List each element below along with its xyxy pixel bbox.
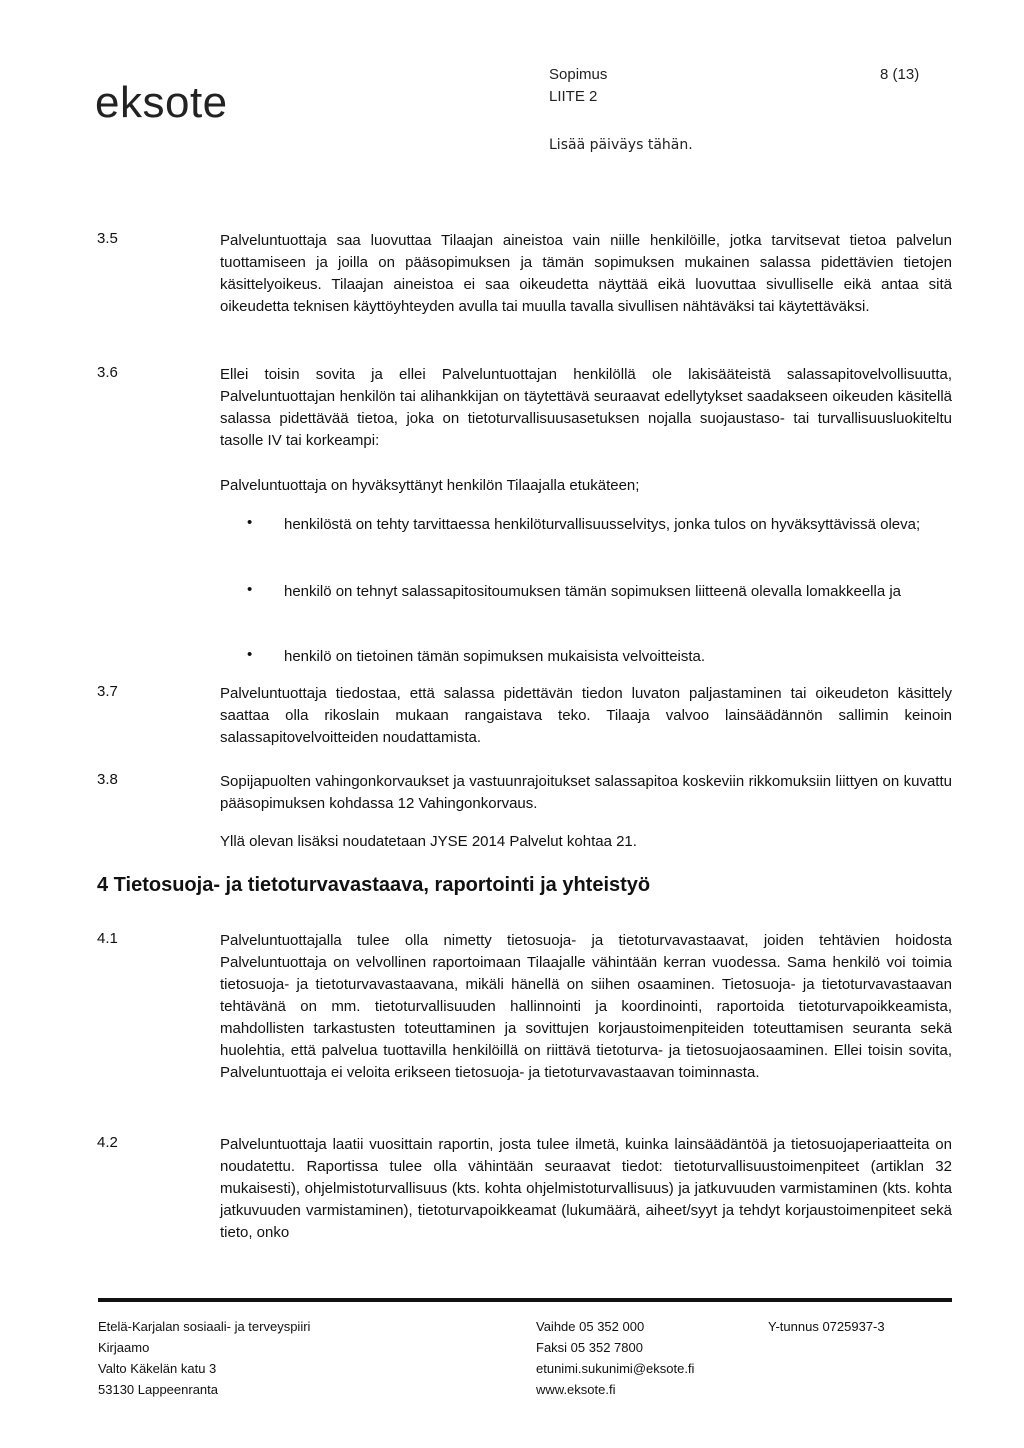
footer-postal: 53130 Lappeenranta [98, 1382, 219, 1397]
list-item: henkilö on tietoinen tämän sopimuksen mukaisista velvoitteista. [284, 648, 706, 665]
document-type: Sopimus [549, 66, 608, 83]
bullet-icon: • [247, 646, 253, 663]
footer-org [98, 1316, 310, 1400]
footer-divider [98, 1298, 952, 1302]
bullet-icon: • [247, 514, 253, 531]
eksote-logo: eksote [95, 78, 228, 127]
section-text: Palveluntuottajalla tulee olla nimetty tietosuoja- ja tietoturvavastaavat, joiden tehtävien hoidosta Palveluntuottaja on velvollinen raportoimaan Tilaajalle vähintään kerran vuodessa. Sama henkilö voi toimia tietosuoja- ja tietoturvavastaavana, mikäli hänellä on siihen osaaminen. Tietosuoja- ja tietoturvavastaavan tehtävänä on mm. tietoturvallisuuden hallinnointi ja koordinointi, raportoida tietoturvapoikkeamista, mahdollisten tarkastusten toteuttaminen ja sovittujen korjaustoimenpiteiden toteuttamisen seuranta sekä huolehtia, että palvelua tuottavilla henkilöillä on riittävä tietoturva- ja tietosuojaosaaminen. Ellei toisin sovita, Palveluntuottaja ei veloita erikseen tietosuoja- ja tietoturvavastaavan toiminnasta. [220, 932, 952, 1081]
bullet-icon: • [247, 581, 253, 598]
footer-address: Valto Käkelän katu 3 [98, 1361, 217, 1376]
section-number: 4.2 [97, 1134, 118, 1151]
footer-org-name: Etelä-Karjalan sosiaali- ja terveyspiiri [98, 1319, 311, 1334]
section-number: 3.6 [97, 364, 118, 381]
section-text: Yllä olevan lisäksi noudatetaan JYSE 2014 Palvelut kohtaa 21. [220, 833, 637, 850]
page-number: 8 (13) [880, 66, 920, 83]
section-number: 3.7 [97, 683, 118, 700]
footer-website: www.eksote.fi [536, 1382, 616, 1397]
list-item: henkilö on tehnyt salassapitositoumuksen tämän sopimuksen liitteenä olevalla lomakkeella ja [284, 583, 902, 600]
attachment-label: LIITE 2 [549, 88, 598, 105]
footer-contact [536, 1316, 694, 1400]
footer-email: etunimi.sukunimi@eksote.fi [536, 1361, 695, 1376]
footer-phone: Vaihde 05 352 000 [536, 1319, 645, 1334]
section-number: 3.5 [97, 230, 118, 247]
section-text: Palveluntuottaja saa luovuttaa Tilaajan aineistoa vain niille henkilöille, jotka tarvitsevat tietoa palvelun tuottamiseen ja joilla on pääsopimuksen ja tämän sopimuksen mukainen salassa pidettävien tietojen käsittelyoikeus. Tilaajan aineistoa ei saa oikeudetta näyttää eikä luovuttaa sivulliselle eikä antaa sitä oikeudetta teknisen käyttöyhteyden avulla tai muulla tavalla sivullisen nähtäväksi tai käytettäväksi. [220, 232, 952, 315]
section-text: Palveluntuottaja on hyväksyttänyt henkilön Tilaajalla etukäteen; [220, 477, 640, 494]
section-number: 3.8 [97, 771, 118, 788]
list-item: henkilöstä on tehty tarvittaessa henkilöturvallisuusselvitys, jonka tulos on hyväksyttävissä oleva; [284, 516, 921, 533]
section-text: Palveluntuottaja tiedostaa, että salassa pidettävän tiedon luvaton paljastaminen tai oikeudeton käsittely saattaa olla rikoslain mukaan rangaistava teko. Tilaaja valvoo lainsäädännön sallimin keinoin salassapitovelvoitteiden noudattamista. [220, 685, 952, 746]
section-text: Ellei toisin sovita ja ellei Palveluntuottajan henkilöllä ole lakisääteistä salassapitovelvollisuutta, Palveluntuottajan henkilön tai alihankkijan on täytettävä seuraavat edellytykset saadakseen oikeuden käsitellä salassa pidettävää tietoa, joka on tietoturvallisuusasetuksen nojalla suojaustaso- tai turvallisuusluokiteltu tasolle IV tai korkeampi: [220, 366, 952, 449]
section-text: Palveluntuottaja laatii vuosittain raportin, josta tulee ilmetä, kuinka lainsäädäntöä ja tietosuojaperiaatteita on noudatettu. Raportissa tulee olla vähintään seuraavat tiedot: tietoturvallisuustoimenpiteet (artiklan 32 mukaisesti), ohjelmistoturvallisuus (kts. kohta ohjelmistoturvallisuus) ja jatkuvuuden varmistaminen (kts. kohta jatkuvuuden varmistaminen), tietoturvapoikkeamat (lukumäärä, aiheet/syyt ja tehdyt korjaustoimenpiteet sekä tieto, onko [220, 1136, 952, 1241]
date-placeholder: Lisää päiväys tähän. [549, 137, 693, 153]
section-number: 4.1 [97, 930, 118, 947]
section-text: Sopijapuolten vahingonkorvaukset ja vastuunrajoitukset salassapitoa koskeviin rikkomuksiin liittyen on kuvattu pääsopimuksen kohdassa 12 Vahingonkorvaus. [220, 773, 952, 812]
footer-fax: Faksi 05 352 7800 [536, 1340, 643, 1355]
footer-business-id: Y-tunnus 0725937-3 [768, 1319, 885, 1334]
footer-org-office: Kirjaamo [98, 1340, 150, 1355]
section-heading: 4 Tietosuoja- ja tietoturvavastaava, raportointi ja yhteistyö [97, 874, 651, 896]
